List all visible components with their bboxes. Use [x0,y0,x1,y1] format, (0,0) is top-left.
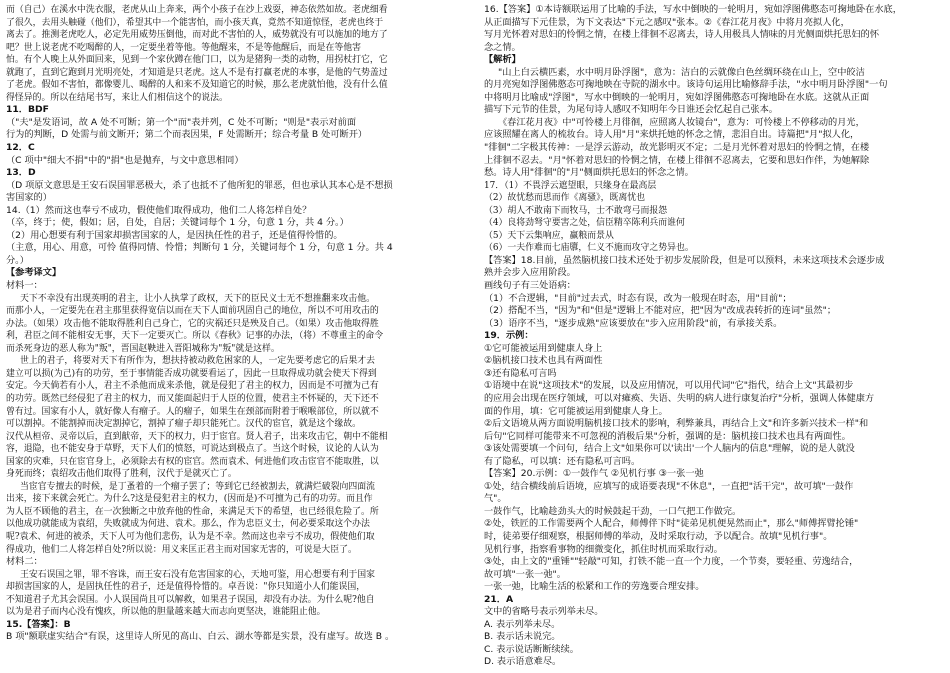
text-line: （"夫"是发语词，故 A 处不可断；第一个"而"表并列，C 处不可断；"则是"表示对前面 [6,116,357,128]
text-line: 得成功，他们二人将怎样自处?所以说：用义来匡正君主而对国家无害的，可说是大臣了。 [6,544,357,555]
text-line: ①处，结合横线前后语境，应填写的成语要表现"不休息"，一直把"活干完"，故可填"一鼓作 [484,480,854,492]
text-line: 【解析】 [484,54,521,66]
text-line: 从正面描写下元佳景，为下文表达"下元之感叹"张本。②《春江花月夜》中将月亮拟人化， [484,16,850,28]
text-line: （3）语序不当，"逐步成熟"应该要放在"步入应用阶段"前，有承接关系。 [484,317,783,329]
text-line: （2）故忧愁而思而作《离骚》，既离忧也 [484,193,645,204]
text-line: （D 项原文意思是王安石误国罪恶极大，杀了也抵不了他所犯的罪恶，但也承认其本心是不想损 [6,179,393,191]
text-line: 中将明月比喻成"浮图"，写水中倒映的一轮明月，宛如浮图佛憨态可掬地卧在水底。这就从正面 [484,91,870,103]
text-line: ③还有隐私可言吗 [484,367,557,379]
text-line: 当宦官专擅去的时候，是丁蚤着的一个瘤子罢了；等到它已经被割去，就满烂破裂向四面流 [20,481,375,492]
text-line: 了很久，去用头触碰（他们），希望其中一个能害怕，而小孩天真，竟然不知道惊怪，老虎也终于 [6,17,384,28]
text-line: 以为是君子而内心没有愧疚，所以他的胆量越来越大而志向更坚决，谁能阻止他。 [6,607,326,618]
text-line: 气"。 [484,493,507,505]
text-line: 15.【答案】：B [6,618,71,630]
text-line: 上徘徊不忍去。"月"怀着对思妇的怜惘之情，在楼上徘徊不忍离去，它要和思妇作伴，为她解除 [484,154,870,166]
text-line: 的应用会出现在医疗领域，可以对瘫痪、失语、失明的病人进行康复治疗"分析，强调人体健康方 [484,392,875,404]
text-line: 一张一弛，比喻生活的松紧和工作的劳逸要合理安排。 [484,581,705,593]
text-line: 曾有过。国家有小人，就好像人有瘤子。人的瘤子，如果生在颈部而附着于喉喉部位，所以就不 [6,406,379,417]
text-line: 的功劳。既然已经侵犯了君主的权力，而又能面起归于人臣的位置，使君主不怀疑的，天下还不 [6,393,379,404]
text-line: 【答案】20.示例：①一鼓作气 ②见机行事 ③一张一弛 [484,468,704,480]
text-line: "山上白云横匹素，水中明月卧浮图"，意为：洁白的云就像白色丝绸环绕在山上，空中皎洁 [498,66,865,78]
text-line: 画线句子有三处语病： [484,280,576,292]
text-line: 离去了。推测老虎吃人，必定先用威势压倒他，而对此不害怕的人，威势就没有可以施加的地方了 [6,30,388,41]
text-line: 了老虎。假如不害怕，都像婴儿、喝醉的人和来不及知道它的时候，那么老虎就怕他，没有什么值 [6,80,388,91]
text-line: （C 项中"细大不捐"中的"捐"也是抛弃，与文中意思相同） [6,154,244,166]
text-line: A. 表示列举未尽。 [484,618,561,630]
text-line: "徘徊"二字极其传神：一是浮云游动，故光影明灭不定；二是月光怀着对思妇的怜惘之情，在楼 [484,142,870,154]
text-line: ③处，由上文的"重锤""轻敲"可知，打铁不能一直一个力度，一个节奏，要轻重、劳逸结合， [484,556,859,568]
text-line: 而杀死身边的恶人称为"叛"，晋国赵鞅进入晋阳城称为"叛"就是这样。 [6,343,280,354]
text-line: ②脑机接口技术也具有两面性 [484,355,603,367]
text-line: 不知道君子尤其会误国。小人误国尚且可以解救，如果君子误国，却没有办法。为什么呢?他自 [6,594,375,605]
text-line: 16.【答案】①本诗额联运用了比喻的手法，写水中倒映的一轮明月，宛如浮图佛憨态可掬地卧在水底， [484,4,902,15]
text-line: 17．（1）不畏浮云遮望眼，只缘身在最高层 [484,180,657,191]
text-line: （4）良将劲弩守要害之处，信臣精卒陈利兵而谁何 [484,218,685,229]
text-line: （卒，终于；使，假如；居，自处，自居；关键词每个 1 分，句意 1 分，共 4 分。） [6,217,349,229]
text-line: 面的作用，填：它可能被运用到健康人身上。 [484,405,668,417]
text-line: 故可填"一张一弛"。 [484,568,566,580]
text-line: 却损害国家的人，是固执任性的君子，还是值得怜惜的。卓吾说："你只知道小人们能误国， [6,582,366,593]
text-line: 容，退隐，也不能安身于草野，天下人们的愤怒，可说达到极点了。当这个时候，议论的人认为 [6,444,379,455]
text-line: B 项"额联虚实结合"有误，这里诗人所见的高山、白云、湖水等都是实景，没有虚写。故选 B 。 [6,631,395,643]
text-line: （主意，用心、用意，可怜 值得同情、怜惜；判断句 1 分，关键词每个 1 分，句意 1 分。共 4 [6,242,393,254]
text-line: 而（自己）在溪水中洗衣服，老虎从山上奔来，两个小孩子在沙上戏耍，神态依然如故。老虎细看 [6,5,388,15]
text-line: 11．BDF [6,104,49,116]
text-line: B. 表示话未说完。 [484,631,561,643]
text-line: ③该处需要填一个问句，结合上文"如果你可以'读出'一个人脑内的信息"理解，说的是人就没 [484,443,855,455]
text-line: 21．A [484,593,514,605]
text-line: （1）不合逻辑，"目前"过去式，时态有误，改为一般现在时态，用"目前"； [484,292,792,304]
text-line: 19．示例： [484,330,534,342]
text-line: 安定。今天倘若有小人，君主不杀他而成来杀他，就是侵犯了君主的权力，因而是不可擅为己有 [6,381,379,392]
text-line: 为人臣不顾他的君主，在一次独断之中放弃他的性命，来满足天下的希望，也已经很危险了。所 [6,506,379,517]
text-line: 《春江花月夜》中"可怜楼上月徘徊，应照离人妆镜台"，意为：可怜楼上不停移动的月光， [498,116,865,128]
text-line: 出来，接下来就会死亡。为什么?这是侵犯君主的权力，(因而是)不可擅为己有的功劳。而且作 [6,494,373,505]
text-line: ②处，铁匠的工作需要两个人配合，师傅伴下时"徒弟见机便晃然而止"，那么"师傅挥臂抡锤" [484,518,859,530]
text-line: 汉代从桓帝、灵帝以后，直到献帝，天下的权力，归于宦官。贤人君子，出来攻击它，朝中不能相 [6,431,388,442]
text-line: 以他成功就能成为袁绍，失败就成为何进、袁术。那么，作为忠臣义士，何必要采取这个办法 [6,519,370,530]
right-column [484,4,942,671]
text-line: 建立可以损(为己)有的功劳，至于事情能否成功就要看运了，因此一旦取得成功就会使天下得到 [6,368,377,379]
text-line: 得怪异的。所以在结尾书写，来让人们相信这个的说法。 [6,92,228,103]
text-line: 见机行事，指察看事物的细微变化，抓住时机而采取行动。 [484,543,723,555]
text-line: 材料二： [6,556,43,568]
text-line: 有了隐私，可以填：还有隐私可言吗。 [484,455,641,467]
text-line: ①它可能被运用到健康人身上 [484,342,603,354]
text-line: 一鼓作气，比喻趁劲头大的时候鼓起干劲，一口气把工作做完。 [484,505,742,517]
text-line: 分。） [6,254,29,266]
text-line: 的月亮宛如浮图佛憨态可掬地映在寺院的湖水中。该诗句运用比喻修辞手法，"水中明月卧浮图"一句 [484,79,888,91]
text-line: （2）用心想要有利于国家却损害国家的人，是因执任性的君子，还是值得怜惜的。 [6,229,343,241]
text-line: 文中的省略号表示列举未尽。 [484,606,604,618]
left-column [6,4,464,671]
text-line: 可以割掉。不能割掉而决定割掉它，割掉了瘤子却只能死亡。汉代的宦官，就是这个缘故。 [6,419,361,430]
text-line: 材料一： [6,280,43,292]
text-line: 害国家的） [6,192,52,204]
text-line: 12．C [6,142,35,154]
text-line: 应该照耀在离人的梳妆台。诗人用"月"来烘托她的怀念之情，悲泪自出。诗篇把"月"拟人化， [484,129,860,141]
text-line: 呢?袁术、何进的被杀，天下人可为他们悲伤，认为是不幸。然而这也幸亏不成功，假使他们取 [6,531,375,542]
text-line: 利，君臣之间不能相安无事，天下一定要灭亡。所以《春秋》记事的办法，（将）不尊重主的命令 [6,331,384,342]
text-line: 天下不幸没有出现英明的君主，让小人执掌了政权，天下的臣民义士无不想推翻来攻击他。 [20,293,375,304]
text-line: 而那小人，一定要先在君主那里获得宽信以而在天下人面前巩固自己的地位，所以不可用攻击的 [6,306,379,317]
text-line: 13．D [6,167,36,179]
text-line: 【答案】18.目前，虽然脑机接口技术还处于初步发展阶段，但是可以预料，未来这项技术会逐步成 [484,254,885,266]
text-line: 时，徒弟要仔细观察，根据师傅的举动，及时采取行动，予以配合。故填"见机行事"。 [484,530,833,542]
text-line: （3）胡人不敢南下而牧马，士不敢弯弓而报怨 [484,205,668,216]
text-line: 念之情。 [484,41,521,53]
text-line: 世上的君子，将要对天下有所作为，想扶持被动救危困家的人，一定先要考虑它的后果才去 [20,356,375,367]
text-line: 王安石误国之罪，罪不容诛，而王安石没有危害国家的心，天地可鉴，用心想要有利于国家 [20,569,375,580]
text-line: （5）天下云集响应，赢粮而景从 [484,230,614,241]
text-line: D. 表示语意难尽。 [484,656,562,668]
text-line: C. 表示说话断断续续。 [484,643,579,655]
text-line: 熟并会步入应用阶段。 [484,267,576,279]
text-line: 国家的灾难，只在宦官身上，必须除去有权的宦官。然而袁术、何进他们攻击宦官不能取胜，以 [6,456,379,467]
text-line: 【参考译文】 [6,267,62,279]
text-line: 办法。（如果）攻击他不能取得胜利自己身亡，它的灾祸还只是殃及自己。（如果）攻击他取得胜 [6,318,379,329]
text-line: 描写下元节的佳景，为尾句诗人感叹不知明年今日谁还会忆起自己张本。 [484,104,778,116]
text-line: （2）搭配不当，"因为"和"但是"逻辑上不能对应，把"因为"改成表转折的连词"虽然"； [484,305,837,317]
text-line: 行为的判断，D 处需与前文断开；第二个而表因果，F 处需断开；综合考量 B 处可断开） [6,129,368,141]
text-line: 就跑了，直到它跑到月光明亮处，才知道是只老虎。这人不是有打赢老虎的本事，是他的气势盖过 [6,67,388,78]
text-line: 后句"它同样可能带来不可忽视的消极后果"分析，强调的是：脑机接口技术也具有两面性。 [484,430,851,442]
text-line: 愁。诗人用"徘徊"的"月"侧面烘托思妇的怀念之情。 [484,167,694,179]
text-line: 怕。有个人晚上从外面回来，见到一个家伙蹲在他门口，以为是猪狗一类的动物，用拐杖打它，它 [6,55,388,66]
text-line: 身死而终；袁绍攻击他们取得了胜利，汉代于是就灭亡了。 [6,469,237,480]
text-line: （6）一夫作难而七庙隳，仁义不施而攻守之势异也。 [484,243,694,254]
text-line: ②后文语境从两方面说明脑机接口技术的影响，利弊兼具，再结合上文"和许多新兴技术一样"和 [484,418,869,430]
text-line: 吧？世上说老虎不吃喝醉的人，一定要坐着等他。等他醒来，不是等他醒后，而是在等他害 [6,42,361,53]
text-line: 写月光怀着对思妇的怜惘之情，在楼上徘徊不忍离去，诗人用极具人情味的月光侧面烘托思妇的怀 [484,29,880,41]
text-line: ①语境中在说"这项技术"的发展，以及应用情况，可以用代词"它"指代，结合上文"其最初步 [484,380,854,392]
text-line: 14.（1）然而这也奉亏不成功，假使他们取得成功，他们二人将怎样自处？ [6,204,312,216]
